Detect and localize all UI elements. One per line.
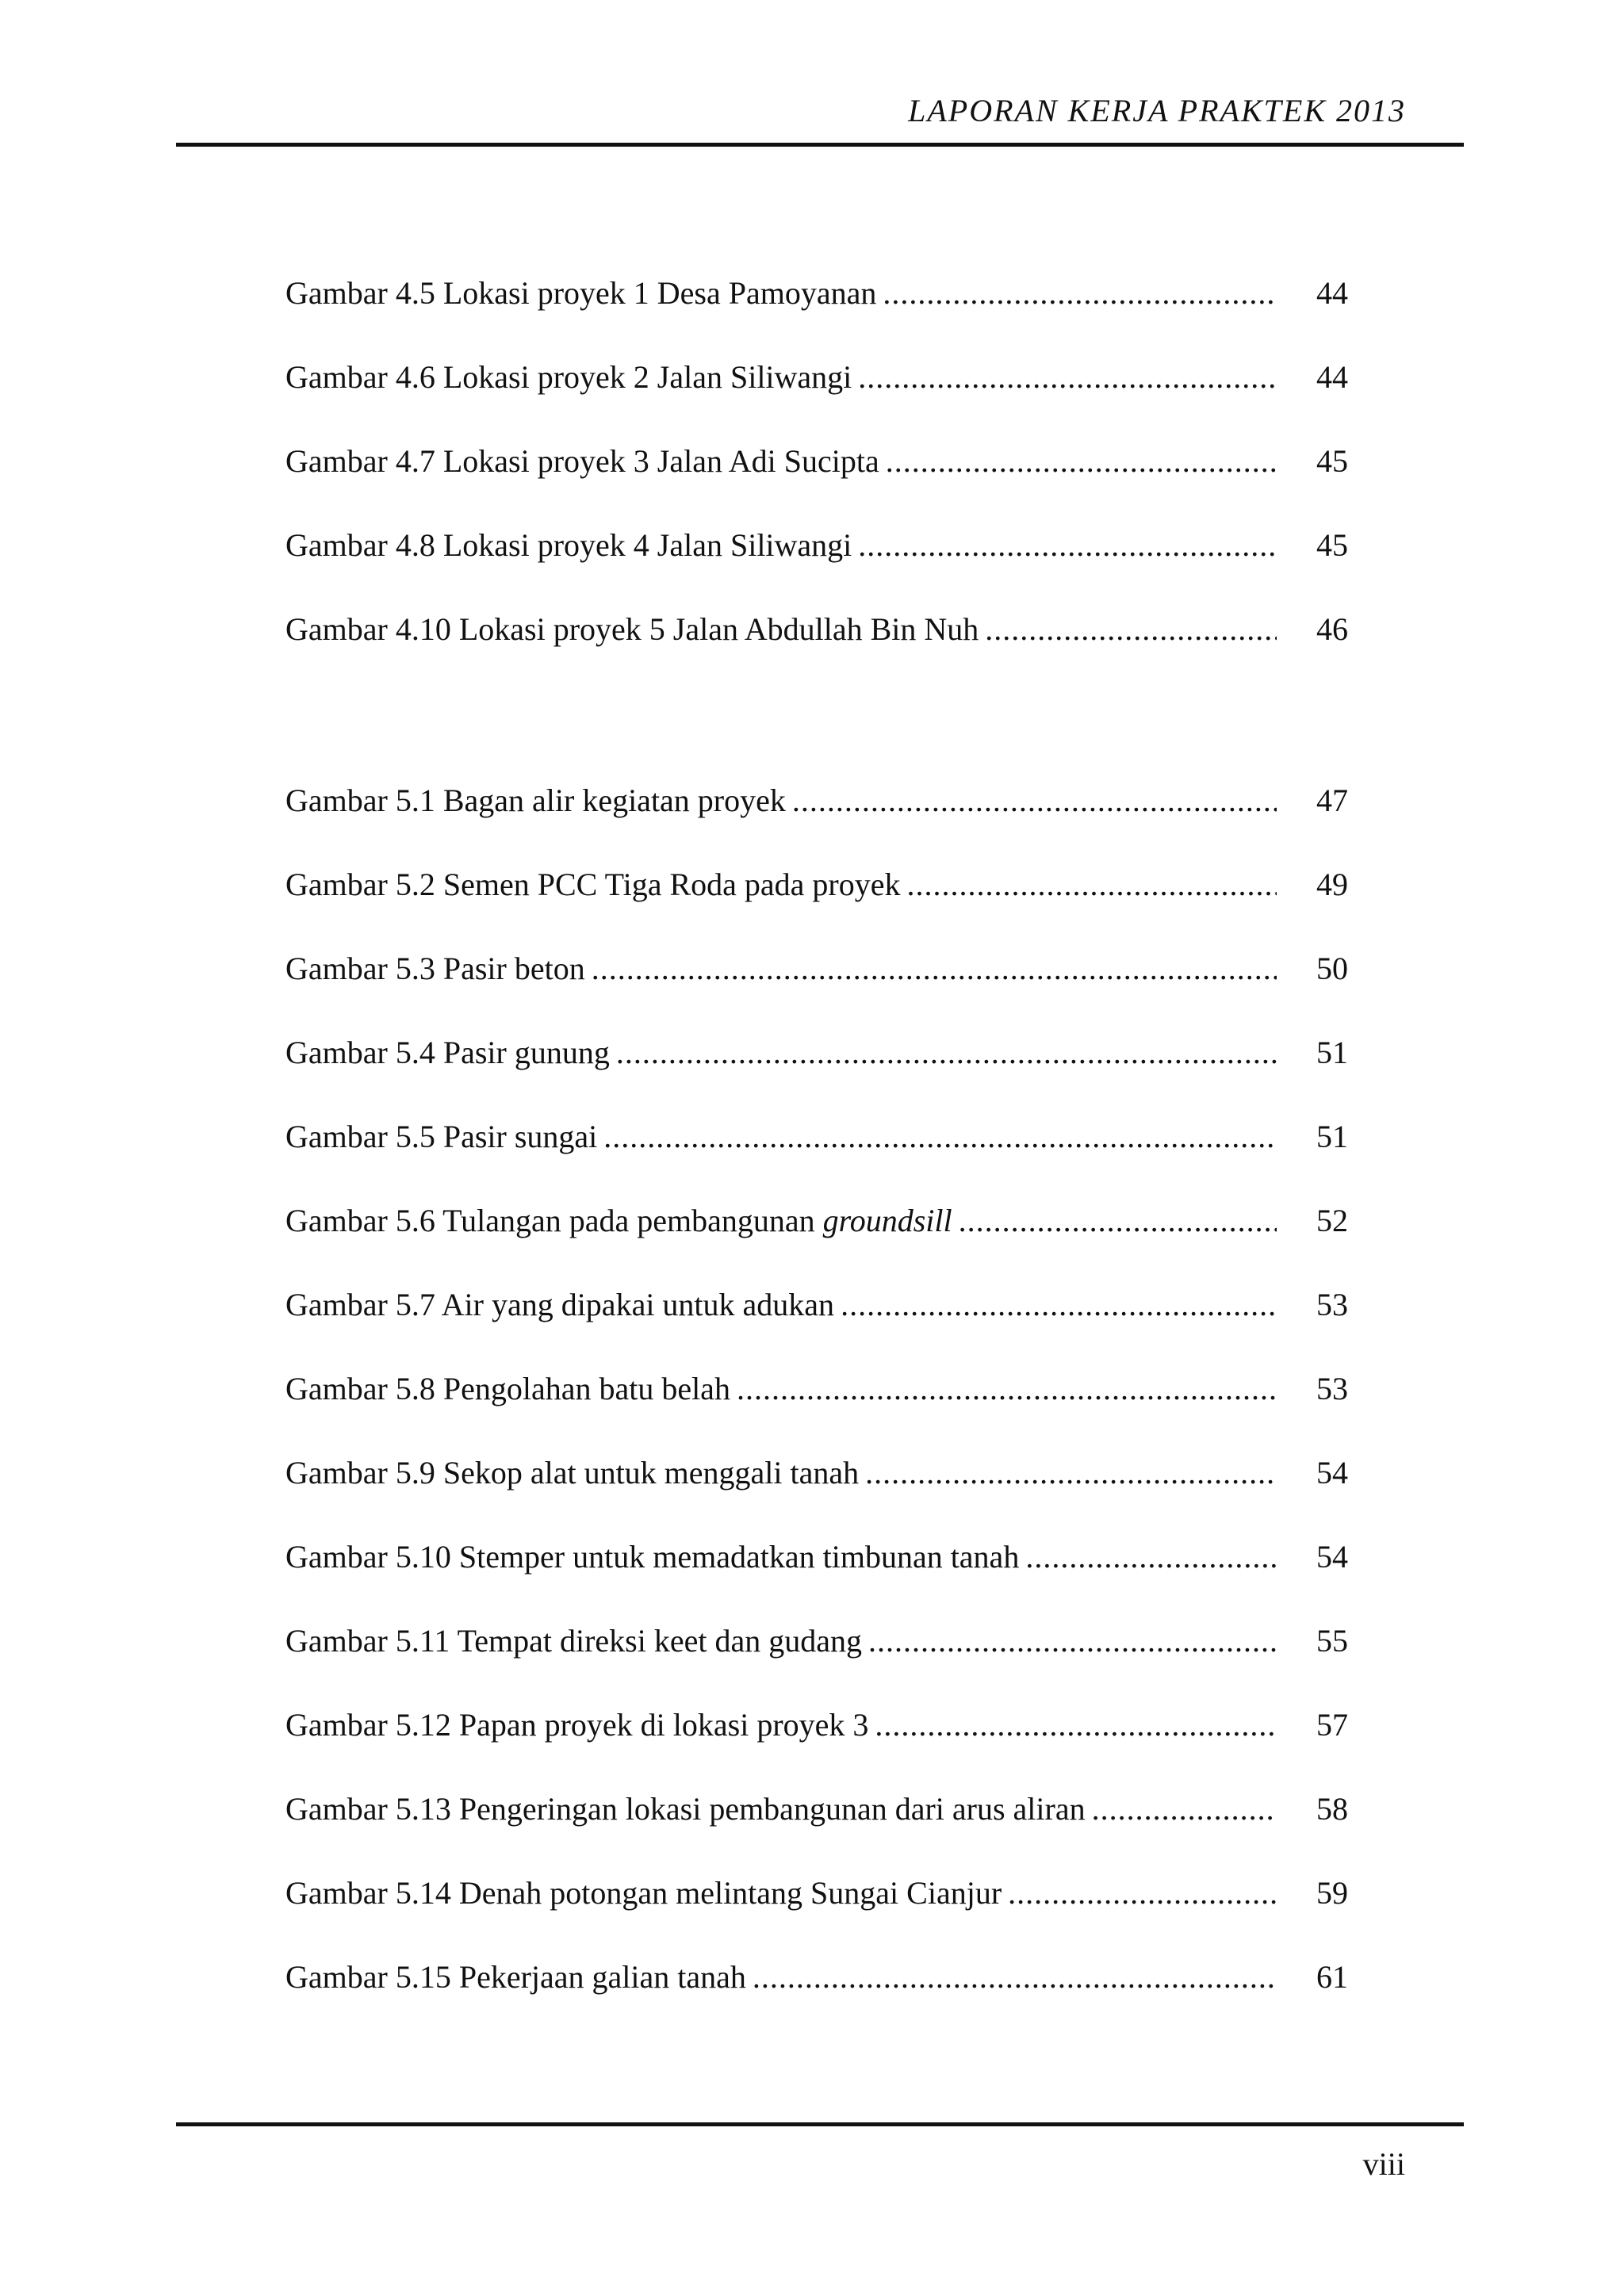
toc-row[interactable] (285, 352, 1348, 436)
figure-list-group-4 (285, 268, 1348, 688)
toc-entry-text (285, 1196, 952, 1246)
toc-page-number: 51 (1316, 1119, 1348, 1154)
toc-row[interactable] (285, 1784, 1348, 1868)
toc-entry-text: Gambar 5.3 Pasir beton (285, 951, 585, 986)
toc-page-number: 45 (1316, 443, 1348, 479)
toc-leader-dots (859, 1448, 1277, 1498)
toc-row[interactable] (285, 1448, 1348, 1532)
toc-leader-dots (862, 1616, 1277, 1667)
toc-entry (285, 1196, 1277, 1246)
toc-entry (285, 775, 1277, 826)
toc-entry (285, 1616, 1277, 1667)
toc-entry (285, 436, 1277, 487)
toc-row[interactable] (285, 436, 1348, 520)
toc-entry-text: Gambar 5.7 Air yang dipakai untuk adukan (285, 1287, 835, 1322)
toc-entry-text: Gambar 5.13 Pengeringan lokasi pembangunan dari arus aliran (285, 1791, 1086, 1827)
toc-entry (285, 1364, 1277, 1414)
toc-entry-text: Gambar 5.12 Papan proyek di lokasi proyek 3 (285, 1707, 869, 1743)
toc-leader-dots (901, 859, 1277, 910)
toc-row[interactable] (285, 775, 1348, 859)
toc-row[interactable] (285, 1700, 1348, 1784)
toc-page-number: 44 (1316, 275, 1348, 311)
toc-page-number: 45 (1316, 527, 1348, 563)
toc-entry (285, 859, 1277, 910)
toc-row[interactable] (285, 1196, 1348, 1280)
toc-row[interactable] (285, 859, 1348, 943)
toc-leader-dots (585, 943, 1277, 994)
toc-entry (285, 352, 1277, 403)
toc-leader-dots (1002, 1868, 1277, 1919)
toc-row[interactable] (285, 1616, 1348, 1700)
toc-entry-text: Gambar 5.8 Pengolahan batu belah (285, 1371, 730, 1406)
toc-entry (285, 1868, 1277, 1919)
toc-page-number: 44 (1316, 359, 1348, 395)
toc-page-number: 58 (1316, 1791, 1348, 1827)
toc-leader-dots (786, 775, 1277, 826)
toc-leader-dots (952, 1196, 1277, 1246)
toc-page-number: 54 (1316, 1539, 1348, 1575)
toc-entry-text: Gambar 5.9 Sekop alat untuk menggali tanah (285, 1455, 860, 1490)
toc-page-number: 50 (1316, 951, 1348, 986)
toc-page-number: 59 (1316, 1875, 1348, 1911)
toc-entry-text: Gambar 4.6 Lokasi proyek 2 Jalan Siliwangi (285, 359, 852, 395)
toc-entry-text: Gambar 5.10 Stemper untuk memadatkan timbunan tanah (285, 1539, 1020, 1575)
toc-page-number: 53 (1316, 1287, 1348, 1322)
toc-entry-text: Gambar 5.11 Tempat direksi keet dan gudang (285, 1623, 862, 1659)
toc-leader-dots (834, 1280, 1277, 1330)
toc-entry (285, 1027, 1277, 1078)
toc-leader-dots (730, 1364, 1277, 1414)
toc-row[interactable] (285, 1952, 1348, 2036)
toc-leader-dots (852, 520, 1277, 571)
toc-entry-text: Gambar 4.10 Lokasi proyek 5 Jalan Abdullah Bin Nuh (285, 611, 979, 647)
toc-page-number: 49 (1316, 867, 1348, 902)
toc-entry-text: Gambar 4.7 Lokasi proyek 3 Jalan Adi Sucipta (285, 443, 879, 479)
toc-entry-text: Gambar 5.5 Pasir sungai (285, 1119, 598, 1154)
toc-row[interactable] (285, 268, 1348, 352)
toc-row[interactable] (285, 943, 1348, 1027)
toc-entry-text-regular: Gambar 5.6 Tulangan pada pembangunan (285, 1203, 823, 1238)
toc-leader-dots (852, 352, 1277, 403)
toc-entry (285, 1112, 1277, 1162)
toc-leader-dots (979, 604, 1277, 655)
toc-entry-text: Gambar 5.14 Denah potongan melintang Sungai Cianjur (285, 1875, 1002, 1911)
header-rule (176, 143, 1464, 147)
toc-entry (285, 1784, 1277, 1835)
toc-page-number: 51 (1316, 1035, 1348, 1070)
toc-leader-dots (610, 1027, 1277, 1078)
running-header-title: LAPORAN KERJA PRAKTEK 2013 (908, 93, 1406, 128)
toc-entry (285, 943, 1277, 994)
toc-page-number: 61 (1316, 1959, 1348, 1995)
toc-row[interactable] (285, 1112, 1348, 1196)
toc-row[interactable] (285, 1532, 1348, 1616)
toc-entry-text: Gambar 5.15 Pekerjaan galian tanah (285, 1959, 746, 1995)
toc-entry (285, 1280, 1277, 1330)
toc-entry (285, 268, 1277, 319)
toc-row[interactable] (285, 520, 1348, 604)
toc-page-number: 47 (1316, 783, 1348, 818)
toc-entry-text: Gambar 4.5 Lokasi proyek 1 Desa Pamoyanan (285, 275, 877, 311)
toc-leader-dots (1086, 1784, 1277, 1835)
footer-rule (176, 2122, 1464, 2126)
toc-entry-text: Gambar 5.4 Pasir gunung (285, 1035, 610, 1070)
toc-entry (285, 1700, 1277, 1751)
toc-entry-text-italic: groundsill (822, 1203, 952, 1238)
toc-row[interactable] (285, 1868, 1348, 1952)
toc-leader-dots (879, 436, 1277, 487)
toc-row[interactable] (285, 1364, 1348, 1448)
toc-row[interactable] (285, 1027, 1348, 1112)
toc-leader-dots (746, 1952, 1277, 2003)
toc-page-number: 57 (1316, 1707, 1348, 1743)
toc-entry (285, 1448, 1277, 1498)
toc-leader-dots (876, 268, 1277, 319)
toc-row[interactable] (285, 604, 1348, 688)
toc-leader-dots (868, 1700, 1277, 1751)
toc-row[interactable] (285, 1280, 1348, 1364)
toc-page-number: 52 (1316, 1203, 1348, 1238)
toc-leader-dots (597, 1112, 1277, 1162)
toc-entry (285, 1952, 1277, 2003)
toc-entry (285, 604, 1277, 655)
toc-page-number: 53 (1316, 1371, 1348, 1406)
page-number: viii (1362, 2146, 1405, 2182)
figure-list-group-5 (285, 775, 1348, 2036)
toc-entry (285, 1532, 1277, 1582)
toc-entry (285, 520, 1277, 571)
toc-page-number: 55 (1316, 1623, 1348, 1659)
toc-page-number: 54 (1316, 1455, 1348, 1490)
toc-entry-text: Gambar 4.8 Lokasi proyek 4 Jalan Siliwangi (285, 527, 852, 563)
toc-page-number: 46 (1316, 611, 1348, 647)
toc-entry-text: Gambar 5.2 Semen PCC Tiga Roda pada proyek (285, 867, 901, 902)
toc-entry-text: Gambar 5.1 Bagan alir kegiatan proyek (285, 783, 786, 818)
toc-leader-dots (1019, 1532, 1277, 1582)
